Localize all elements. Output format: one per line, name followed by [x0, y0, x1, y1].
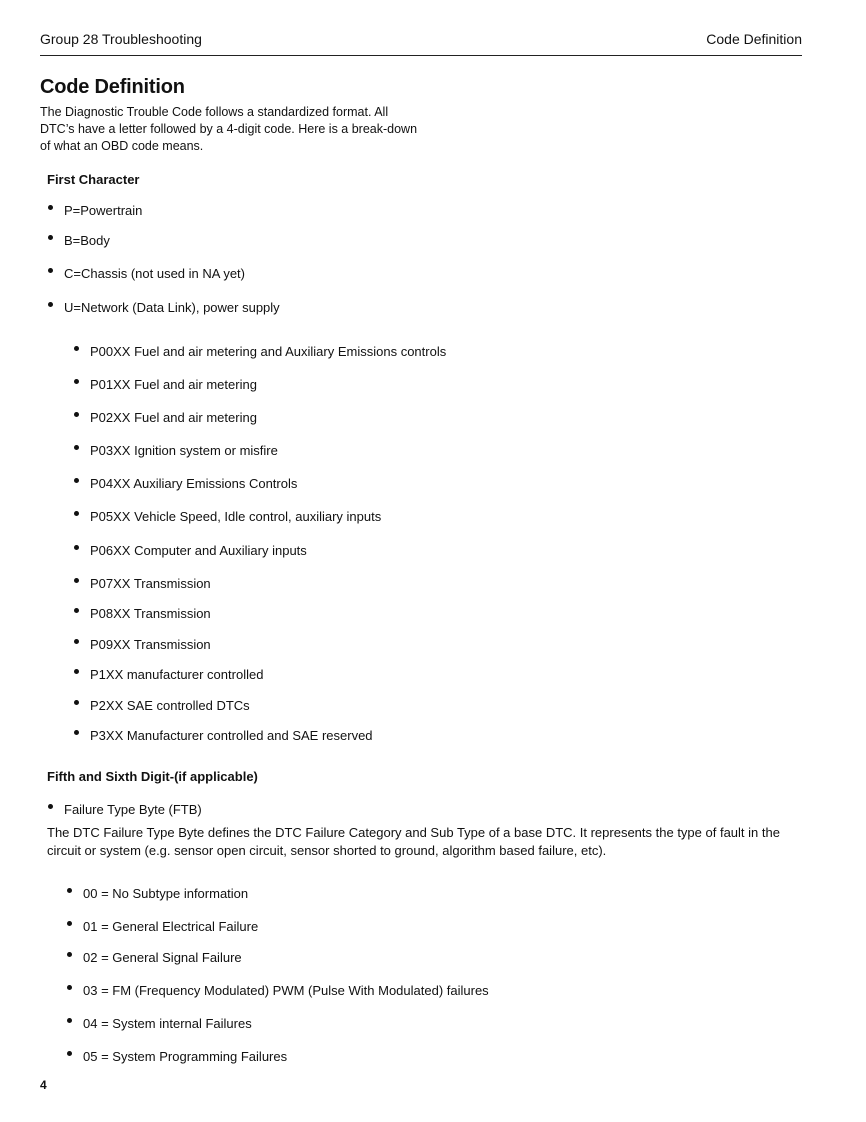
bullet-icon [74, 639, 79, 644]
bullet-icon [74, 578, 79, 583]
list-item: P2XX SAE controlled DTCs [90, 698, 250, 713]
bullet-icon [74, 511, 79, 516]
bullet-icon [74, 346, 79, 351]
ftb-description: The DTC Failure Type Byte defines the DTC Failure Category and Sub Type of a base DTC. It represents the type of fault in the circuit or system (e.g. sensor open circuit, sensor shorted to ground, algorithm based failure, etc). [47, 825, 780, 858]
bullet-icon [67, 888, 72, 893]
list-item: P01XX Fuel and air metering [90, 377, 257, 392]
bullet-icon [48, 804, 53, 809]
bullet-icon [74, 669, 79, 674]
bullet-icon [74, 412, 79, 417]
first-character-heading: First Character [47, 172, 140, 187]
list-item: P03XX Ignition system or misfire [90, 443, 278, 458]
list-item: 04 = System internal Failures [83, 1016, 252, 1031]
bullet-icon [74, 379, 79, 384]
page-title: Code Definition [40, 76, 185, 98]
list-item: 03 = FM (Frequency Modulated) PWM (Pulse With Modulated) failures [83, 983, 489, 998]
bullet-icon [67, 985, 72, 990]
bullet-icon [48, 268, 53, 273]
list-item: P1XX manufacturer controlled [90, 667, 263, 682]
list-item: 02 = General Signal Failure [83, 950, 242, 965]
bullet-icon [48, 205, 53, 210]
list-item: P04XX Auxiliary Emissions Controls [90, 476, 297, 491]
bullet-icon [67, 1018, 72, 1023]
list-item: P00XX Fuel and air metering and Auxiliary Emissions controls [90, 344, 446, 359]
list-item: P3XX Manufacturer controlled and SAE reserved [90, 728, 373, 743]
bullet-icon [74, 478, 79, 483]
intro-paragraph: The Diagnostic Trouble Code follows a standardized format. All DTC’s have a letter followed by a 4-digit code. Here is a break-down of what an OBD code means. [40, 105, 418, 153]
bullet-icon [48, 235, 53, 240]
list-item: B=Body [64, 233, 110, 248]
bullet-icon [74, 445, 79, 450]
bullet-icon [67, 952, 72, 957]
list-item: 01 = General Electrical Failure [83, 919, 258, 934]
bullet-icon [67, 921, 72, 926]
list-item: U=Network (Data Link), power supply [64, 300, 280, 315]
bullet-icon [74, 545, 79, 550]
bullet-icon [74, 730, 79, 735]
header-page-topic: Code Definition [706, 31, 802, 47]
list-item: P09XX Transmission [90, 637, 211, 652]
bullet-icon [74, 700, 79, 705]
list-item: P02XX Fuel and air metering [90, 410, 257, 425]
list-item: P=Powertrain [64, 203, 142, 218]
list-item: 05 = System Programming Failures [83, 1049, 287, 1064]
header-divider [40, 55, 802, 56]
list-item: Failure Type Byte (FTB) [64, 802, 202, 817]
list-item: P05XX Vehicle Speed, Idle control, auxiliary inputs [90, 509, 381, 524]
bullet-icon [74, 608, 79, 613]
list-item: C=Chassis (not used in NA yet) [64, 266, 245, 281]
page-number: 4 [40, 1078, 47, 1092]
fifth-sixth-digit-heading: Fifth and Sixth Digit-(if applicable) [47, 769, 258, 784]
bullet-icon [67, 1051, 72, 1056]
list-item: 00 = No Subtype information [83, 886, 248, 901]
list-item: P07XX Transmission [90, 576, 211, 591]
list-item: P08XX Transmission [90, 606, 211, 621]
header-section-title: Group 28 Troubleshooting [40, 31, 202, 47]
bullet-icon [48, 302, 53, 307]
list-item: P06XX Computer and Auxiliary inputs [90, 543, 307, 558]
